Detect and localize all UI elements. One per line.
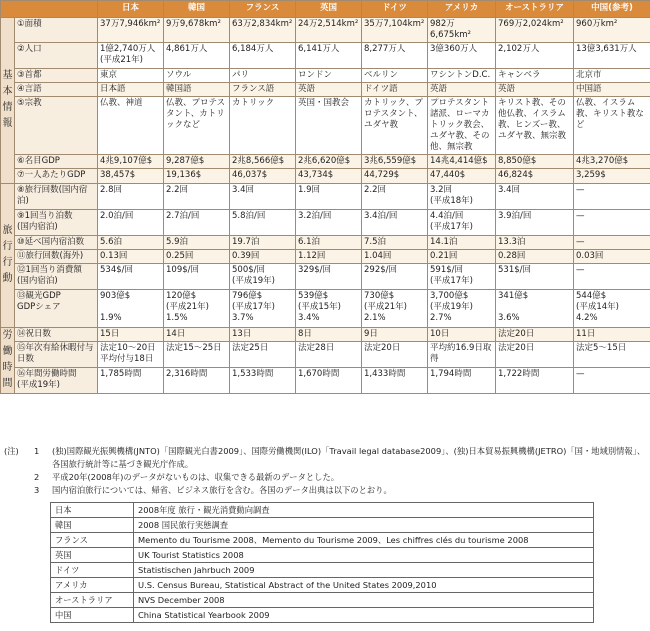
table-cell: 北京市 — [574, 69, 650, 83]
table-cell: 1億2,740万人 (平成21年) — [98, 43, 164, 69]
table-row — [1, 18, 650, 43]
table-cell: 43,734$ — [296, 169, 362, 183]
table-cell: 46,037$ — [230, 169, 296, 183]
table-cell: 531$/回 — [496, 263, 574, 289]
table-row — [1, 235, 650, 249]
table-cell: 3.4回 — [496, 183, 574, 209]
table-cell: 4兆3,270億$ — [574, 155, 650, 169]
table-cell: 37万7,946km² — [98, 18, 164, 43]
table-cell: 2.7泊/回 — [164, 209, 230, 235]
table-cell: 法定5〜15日 — [574, 341, 650, 367]
table-cell: 法定28日 — [296, 341, 362, 367]
table-cell: カトリック — [230, 97, 296, 155]
table-cell: 東京 — [98, 69, 164, 83]
table-cell: ソウル — [164, 69, 230, 83]
source-country: 韓国 — [51, 518, 134, 533]
table-row — [1, 97, 650, 155]
table-cell: 539億$ (平成15年) 3.4% — [296, 289, 362, 327]
source-row — [51, 533, 594, 548]
note-text: 国内宿泊旅行については、帰省、ビジネス旅行を含む。各国のデータ出典は以下のとおり。 — [52, 484, 392, 495]
table-cell: 0.39回 — [230, 249, 296, 263]
table-cell: 8,850億$ — [496, 155, 574, 169]
table-row — [1, 155, 650, 169]
table-cell: 日本語 — [98, 83, 164, 97]
table-cell: 292$/回 — [362, 263, 428, 289]
table-cell: 3.4回 — [230, 183, 296, 209]
notes-lead: (注) — [4, 446, 19, 456]
table-cell: — — [574, 263, 650, 289]
table-cell: — — [574, 367, 650, 393]
source-title: UK Tourist Statistics 2008 — [134, 548, 594, 563]
table-row — [1, 367, 650, 393]
table-cell: 960万km² — [574, 18, 650, 43]
table-row — [1, 183, 650, 209]
table-cell: 0.13回 — [98, 249, 164, 263]
table-cell: ロンドン — [296, 69, 362, 83]
table-cell: 120億$ (平成21年) 1.5% — [164, 289, 230, 327]
header-row — [1, 1, 650, 18]
row-label: ⑨1回当り泊数 (国内宿泊) — [15, 209, 98, 235]
source-row — [51, 503, 594, 518]
table-cell: 2.8回 — [98, 183, 164, 209]
table-cell: 3.2泊/回 — [296, 209, 362, 235]
source-title: Memento du Tourisme 2008、Memento du Tourisme 2009、Les chiffres clés du tourisme 2008 — [134, 533, 594, 548]
table-cell: 13.3泊 — [496, 235, 574, 249]
note-text: (独)国際観光振興機構(JNTO)「国際観光白書2009」、国際労働機関(ILO)「Travail legal database2009」、(独)日本貿易振興機構(JETRO)「国・地域別情報」、各国旅行統計等に基づき観光庁作成。 — [52, 446, 646, 469]
table-cell: 63万2,834km² — [230, 18, 296, 43]
group-label-travel: 旅行行動 — [1, 183, 15, 327]
table-cell: 109$/回 — [164, 263, 230, 289]
table-cell: — — [574, 235, 650, 249]
table-cell: 11日 — [574, 327, 650, 341]
table-cell: 500$/回 (平成19年) — [230, 263, 296, 289]
header-country: アメリカ — [428, 1, 496, 18]
table-cell: 仏教、プロテスタント、カトリックなど — [164, 97, 230, 155]
table-cell: カトリック、プロテスタント、ユダヤ教 — [362, 97, 428, 155]
table-cell: ドイツ語 — [362, 83, 428, 97]
table-cell: 英語 — [428, 83, 496, 97]
source-country: フランス — [51, 533, 134, 548]
table-cell: 3兆6,559億$ — [362, 155, 428, 169]
header-corner — [1, 1, 98, 18]
source-row — [51, 548, 594, 563]
note-number: 1 — [34, 446, 40, 456]
row-label: ⑤宗教 — [15, 97, 98, 155]
table-cell: 47,440$ — [428, 169, 496, 183]
note-item — [4, 484, 648, 497]
table-cell: 14.1泊 — [428, 235, 496, 249]
source-row — [51, 578, 594, 593]
table-row — [1, 249, 650, 263]
table-cell: 0.25回 — [164, 249, 230, 263]
table-cell: 1.04回 — [362, 249, 428, 263]
table-cell: 法定20日 — [496, 341, 574, 367]
header-country: 韓国 — [164, 1, 230, 18]
table-cell: 329$/回 — [296, 263, 362, 289]
table-cell: 6.1泊 — [296, 235, 362, 249]
table-cell: 3億360万人 — [428, 43, 496, 69]
table-cell: 1.9回 — [296, 183, 362, 209]
table-cell: 法定15〜25日 — [164, 341, 230, 367]
table-cell: ワシントンD.C. — [428, 69, 496, 83]
table-cell: 1,722時間 — [496, 367, 574, 393]
table-cell: 1,794時間 — [428, 367, 496, 393]
header-country: フランス — [230, 1, 296, 18]
source-title: U.S. Census Bureau, Statistical Abstract of the United States 2009,2010 — [134, 578, 594, 593]
table-cell: パリ — [230, 69, 296, 83]
source-row — [51, 563, 594, 578]
row-label: ⑬観光GDP GDPシェア — [15, 289, 98, 327]
table-cell: プロテスタント諸派、ローマカトリック教会、ユダヤ教、その他、無宗教 — [428, 97, 496, 155]
table-cell: フランス語 — [230, 83, 296, 97]
source-title: 2008 国民旅行実態調査 — [134, 518, 594, 533]
notes-section — [4, 445, 648, 496]
row-label: ⑩延べ国内宿泊数 — [15, 235, 98, 249]
table-cell: 4兆9,107億$ — [98, 155, 164, 169]
table-cell: 9,287億$ — [164, 155, 230, 169]
table-cell: 3.2回 (平成18年) — [428, 183, 496, 209]
source-title: NVS December 2008 — [134, 593, 594, 608]
table-cell: — — [574, 209, 650, 235]
table-cell: 3.4泊/回 — [362, 209, 428, 235]
group-label-basic: 基本情報 — [1, 18, 15, 184]
table-cell: 46,824$ — [496, 169, 574, 183]
table-cell: 341億$ 3.6% — [496, 289, 574, 327]
table-cell: 仏教、イスラム教、キリスト教など — [574, 97, 650, 155]
table-cell: 6,141万人 — [296, 43, 362, 69]
table-row — [1, 341, 650, 367]
table-row — [1, 289, 650, 327]
table-cell: 2兆6,620億$ — [296, 155, 362, 169]
row-label: ③首都 — [15, 69, 98, 83]
table-cell: 44,729$ — [362, 169, 428, 183]
table-cell: ベルリン — [362, 69, 428, 83]
table-cell: 544億$ (平成14年) 4.2% — [574, 289, 650, 327]
note-item — [4, 471, 648, 484]
table-cell: 仏教、神道 — [98, 97, 164, 155]
row-label: ⑪旅行回数(海外) — [15, 249, 98, 263]
table-cell: 13億3,631万人 — [574, 43, 650, 69]
table-cell: 法定10〜20日 平均付与18日 — [98, 341, 164, 367]
table-cell: 14日 — [164, 327, 230, 341]
table-cell: 4.4泊/回 (平成17年) — [428, 209, 496, 235]
table-cell: 英国・国教会 — [296, 97, 362, 155]
table-cell: 中国語 — [574, 83, 650, 97]
table-cell: 19.7泊 — [230, 235, 296, 249]
source-row — [51, 518, 594, 533]
source-country: アメリカ — [51, 578, 134, 593]
table-row — [1, 83, 650, 97]
table-cell: 1,670時間 — [296, 367, 362, 393]
note-number: 3 — [34, 484, 40, 495]
note-number: 2 — [34, 471, 40, 482]
table-cell: 2兆8,566億$ — [230, 155, 296, 169]
source-title: China Statistical Yearbook 2009 — [134, 608, 594, 623]
table-cell: 法定20日 — [496, 327, 574, 341]
row-label: ②人口 — [15, 43, 98, 69]
table-cell: 平均約16.9日取得 — [428, 341, 496, 367]
source-row — [51, 608, 594, 623]
row-label: ④言語 — [15, 83, 98, 97]
table-cell: 796億$ (平成17年) 3.7% — [230, 289, 296, 327]
header-country: ドイツ — [362, 1, 428, 18]
row-label: ⑮年次有給休暇付与日数 — [15, 341, 98, 367]
table-cell: 2,316時間 — [164, 367, 230, 393]
table-cell: 5.6泊 — [98, 235, 164, 249]
table-cell: 9日 — [362, 327, 428, 341]
source-country: 中国 — [51, 608, 134, 623]
table-cell: 15日 — [98, 327, 164, 341]
row-label: ⑧旅行回数(国内宿泊) — [15, 183, 98, 209]
table-cell: 5.8泊/回 — [230, 209, 296, 235]
table-cell: 1,785時間 — [98, 367, 164, 393]
row-label: ⑫1回当り消費額 (国内宿泊) — [15, 263, 98, 289]
table-cell: 5.9泊 — [164, 235, 230, 249]
table-cell: 英語 — [496, 83, 574, 97]
table-row — [1, 263, 650, 289]
table-cell: 1.12回 — [296, 249, 362, 263]
note-item — [4, 445, 648, 471]
table-cell: 903億$ 1.9% — [98, 289, 164, 327]
source-country: オーストラリア — [51, 593, 134, 608]
source-row — [51, 593, 594, 608]
table-cell: 0.28回 — [496, 249, 574, 263]
row-label: ⑭祝日数 — [15, 327, 98, 341]
table-cell: キリスト教、その他仏教、イスラム教、ヒンズー教、ユダヤ教、無宗教 — [496, 97, 574, 155]
table-cell: 0.03回 — [574, 249, 650, 263]
table-cell: 38,457$ — [98, 169, 164, 183]
table-cell: 韓国語 — [164, 83, 230, 97]
source-title: 2008年度 旅行・観光消費動向調査 — [134, 503, 594, 518]
table-cell: 769万2,024km² — [496, 18, 574, 43]
table-row — [1, 327, 650, 341]
table-row — [1, 209, 650, 235]
table-cell: 3,259$ — [574, 169, 650, 183]
table-cell: 591$/回 (平成17年) — [428, 263, 496, 289]
table-row — [1, 43, 650, 69]
header-country: 中国(参考) — [574, 1, 650, 18]
table-cell: 10日 — [428, 327, 496, 341]
table-cell: 1,433時間 — [362, 367, 428, 393]
table-cell: 3,700億$ (平成19年) 2.7% — [428, 289, 496, 327]
table-row — [1, 169, 650, 183]
table-cell: 7.5泊 — [362, 235, 428, 249]
group-label-labor: 労働時間 — [1, 327, 15, 393]
table-cell: 9万9,678km² — [164, 18, 230, 43]
source-title: Statistischen Jahrbuch 2009 — [134, 563, 594, 578]
row-label: ⑦一人あたりGDP — [15, 169, 98, 183]
table-cell: 13日 — [230, 327, 296, 341]
note-text: 平成20年(2008年)のデータがないものは、収集できる最新のデータとした。 — [52, 471, 340, 482]
table-row — [1, 69, 650, 83]
table-cell: 2,102万人 — [496, 43, 574, 69]
table-cell: 730億$ (平成21年) 2.1% — [362, 289, 428, 327]
header-country: 日本 — [98, 1, 164, 18]
table-cell: 1,533時間 — [230, 367, 296, 393]
row-label: ⑯年間労働時間 (平成19年) — [15, 367, 98, 393]
table-cell: 6,184万人 — [230, 43, 296, 69]
table-cell: 24万2,514km² — [296, 18, 362, 43]
table-cell: 英語 — [296, 83, 362, 97]
row-label: ⑥名目GDP — [15, 155, 98, 169]
header-country: 英国 — [296, 1, 362, 18]
table-cell: 法定25日 — [230, 341, 296, 367]
table-cell: 8,277万人 — [362, 43, 428, 69]
table-cell: 4,861万人 — [164, 43, 230, 69]
table-cell: 35万7,104km² — [362, 18, 428, 43]
table-cell: 2.2回 — [164, 183, 230, 209]
table-cell: キャンベラ — [496, 69, 574, 83]
source-country: ドイツ — [51, 563, 134, 578]
table-cell: 0.21回 — [428, 249, 496, 263]
table-cell: — — [574, 183, 650, 209]
table-cell: 982万6,675km² — [428, 18, 496, 43]
source-country: 日本 — [51, 503, 134, 518]
table-cell: 2.0泊/回 — [98, 209, 164, 235]
sources-table — [50, 502, 594, 623]
table-cell: 14兆4,414億$ — [428, 155, 496, 169]
table-cell: 19,136$ — [164, 169, 230, 183]
table-cell: 8日 — [296, 327, 362, 341]
header-country: オーストラリア — [496, 1, 574, 18]
table-cell: 法定20日 — [362, 341, 428, 367]
table-cell: 3.9泊/回 — [496, 209, 574, 235]
source-country: 英国 — [51, 548, 134, 563]
row-label: ①面積 — [15, 18, 98, 43]
table-cell: 2.2回 — [362, 183, 428, 209]
table-cell: 534$/回 — [98, 263, 164, 289]
